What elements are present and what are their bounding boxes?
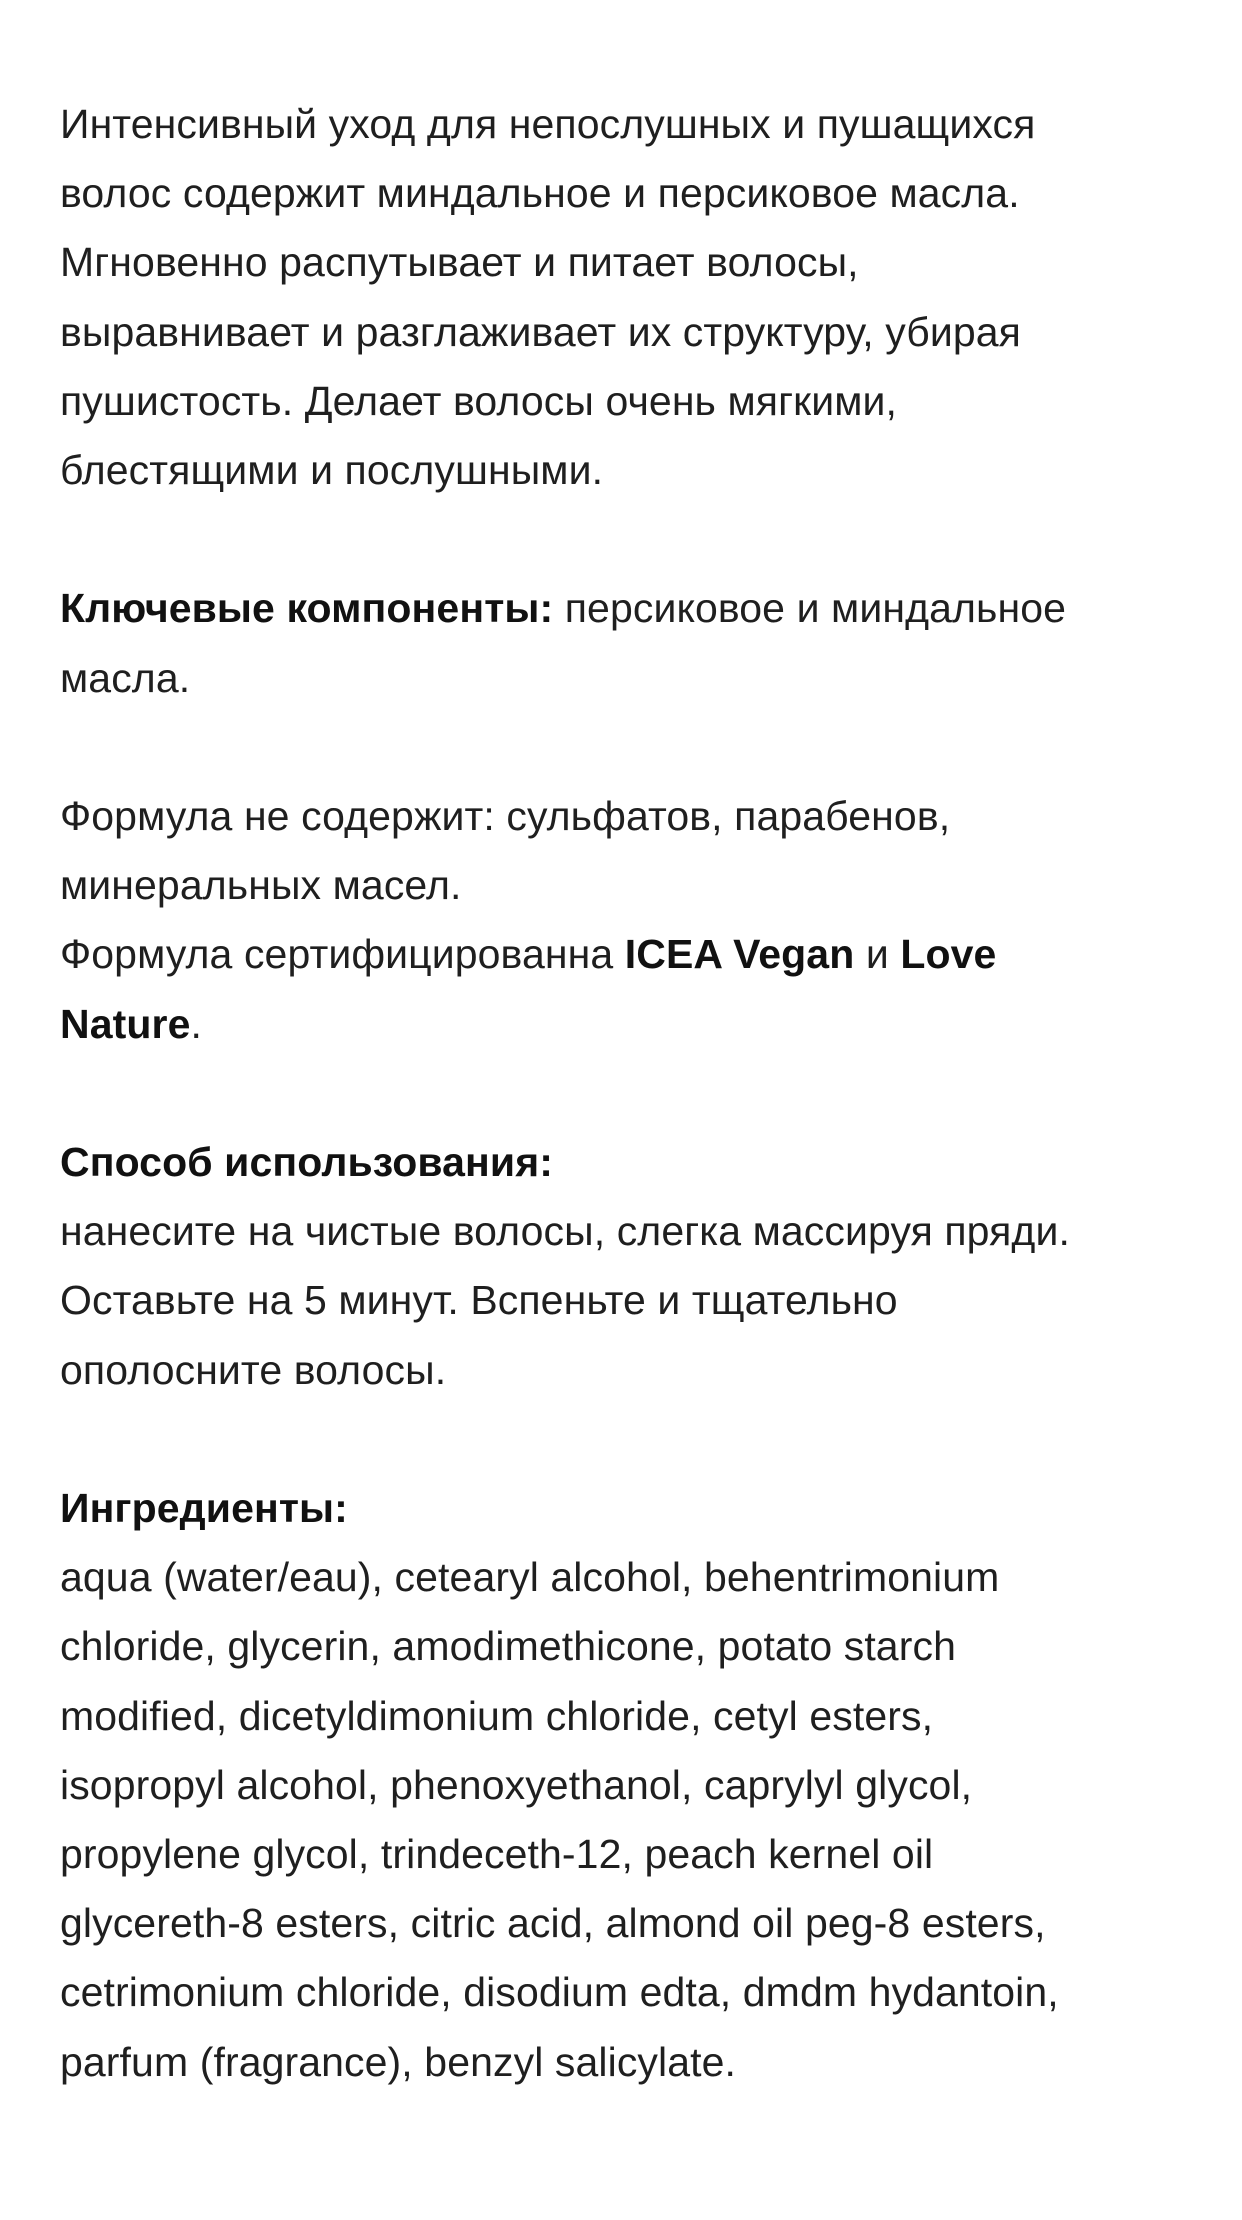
certification-and: и [854,931,901,978]
certification-period: . [190,1000,202,1047]
usage-label: Способ использования: [60,1139,553,1185]
usage-heading [60,1128,1200,1197]
ingredients-line: cetrimonium chloride, disodium edta, dmdm hydantoin, [60,1969,1059,2016]
ingredients-line: parfum (fragrance), benzyl salicylate. [60,2038,737,2085]
ingredients-heading [60,1474,1200,1543]
description-line: блестящими и послушными. [60,447,604,494]
ingredients-line: isopropyl alcohol, phenoxyethanol, caprylyl glycol, [60,1761,973,1808]
key-components-line [60,574,1200,643]
description-line: Интенсивный уход для непослушных и пушащихся [60,101,1036,147]
ingredients-line: modified, dicetyldimonium chloride, cetyl esters, [60,1692,934,1739]
usage-line: Оставьте на 5 минут. Вспеньте и тщательно [60,1277,898,1324]
product-description-text [60,90,1200,2097]
spacer [60,1405,1200,1474]
description-line: выравнивает и разглаживает их структуру, убирая [60,308,1021,355]
spacer [60,713,1200,782]
certification-line [60,990,1200,1059]
certification-prefix: Формула сертифицированна [60,931,625,978]
key-components-text: персиковое и миндальное [553,585,1067,632]
ingredients-line: aqua (water/eau), cetearyl alcohol, behentrimonium [60,1554,1000,1601]
key-components-line: масла. [60,654,191,701]
ingredients-line: glycereth-8 esters, citric acid, almond oil peg-8 esters, [60,1900,1046,1947]
formula-line: минеральных масел. [60,862,462,909]
certification-nature: Nature [60,1000,191,1047]
certification-love: Love [900,931,997,978]
ingredients-label: Ингредиенты: [60,1485,348,1531]
description-line: волос содержит миндальное и персиковое масла. [60,170,1020,217]
spacer [60,1059,1200,1128]
certification-line [60,920,1200,989]
key-components-label: Ключевые компоненты: [60,585,554,632]
ingredients-line: propylene glycol, trindeceth-12, peach kernel oil [60,1831,934,1878]
certification-icea-vegan: ICEA Vegan [624,931,855,978]
usage-line: ополосните волосы. [60,1346,447,1393]
formula-line: Формула не содержит: сульфатов, парабенов, [60,793,951,839]
usage-line: нанесите на чистые волосы, слегка массируя пряди. [60,1208,1070,1255]
description-line: Мгновенно распутывает и питает волосы, [60,239,859,286]
ingredients-line: chloride, glycerin, amodimethicone, potato starch [60,1623,956,1670]
spacer [60,505,1200,574]
description-line: пушистость. Делает волосы очень мягкими, [60,377,897,424]
